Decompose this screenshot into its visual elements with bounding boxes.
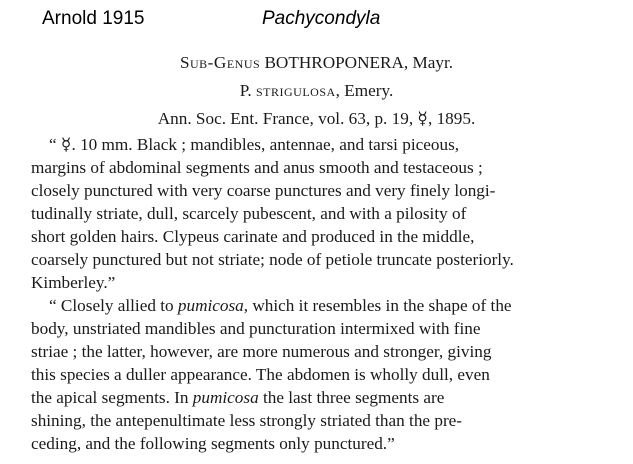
p2-l1-species: pumicosa [177,296,244,315]
reference-line: Ann. Soc. Ent. France, vol. 63, p. 19, ☿, 1895. [157,109,476,128]
p2-line-6: shining, the antepenultimate less strongly striated than the pre- [31,411,463,430]
p1-line-1: “ ☿. 10 mm. Black ; mandibles, antennae, and tarsi piceous, [49,135,460,154]
p2-line-4: this species a duller appearance. The abdomen is wholly dull, even [31,365,490,384]
p1-line-7: Kimberley.” [31,273,116,292]
p2-line-5 [31,389,444,406]
p2-l5-species: pumicosa [192,388,259,407]
species-title [0,82,633,99]
subgenus-name: BOTHROPONERA, Mayr. [264,53,454,72]
p1-line-4: tudinally striate, dull, scarcely pubescent, and with a pilosity of [31,204,467,223]
p2-l1-a: “ Closely allied to [49,296,178,315]
p2-l5-c: the last three segments are [258,388,445,407]
subgenus-title [0,54,633,71]
p1-line-2: margins of abdominal segments and anus smooth and testaceous ; [31,158,483,177]
p1-line-5: short golden hairs. Clypeus carinate and produced in the middle, [31,227,475,246]
p2-line-3: striae ; the latter, however, are more numerous and stronger, giving [31,342,492,361]
p2-l1-c: , which it resembles in the shape of the [243,296,512,315]
p2-line-1 [49,297,512,314]
subgenus-prefix: Sub-Genus [179,53,261,72]
p2-l5-a: the apical segments. In [31,388,193,407]
p2-line-7: ceding, and the following segments only punctured.” [31,434,395,453]
header-author-year: Arnold 1915 [42,8,145,29]
species-author: , Emery. [335,81,394,100]
p1-line-6: coarsely punctured but not striate; node of petiole truncate posteriorly. [31,250,514,269]
species-name: strigulosa [255,81,336,100]
species-abbr: P. [239,81,252,100]
header-genus: Pachycondyla [262,8,381,29]
p2-line-2: body, unstriated mandibles and puncturation intermixed with fine [31,319,481,338]
p1-line-3: closely punctured with very coarse punctures and very finely longi- [31,181,496,200]
